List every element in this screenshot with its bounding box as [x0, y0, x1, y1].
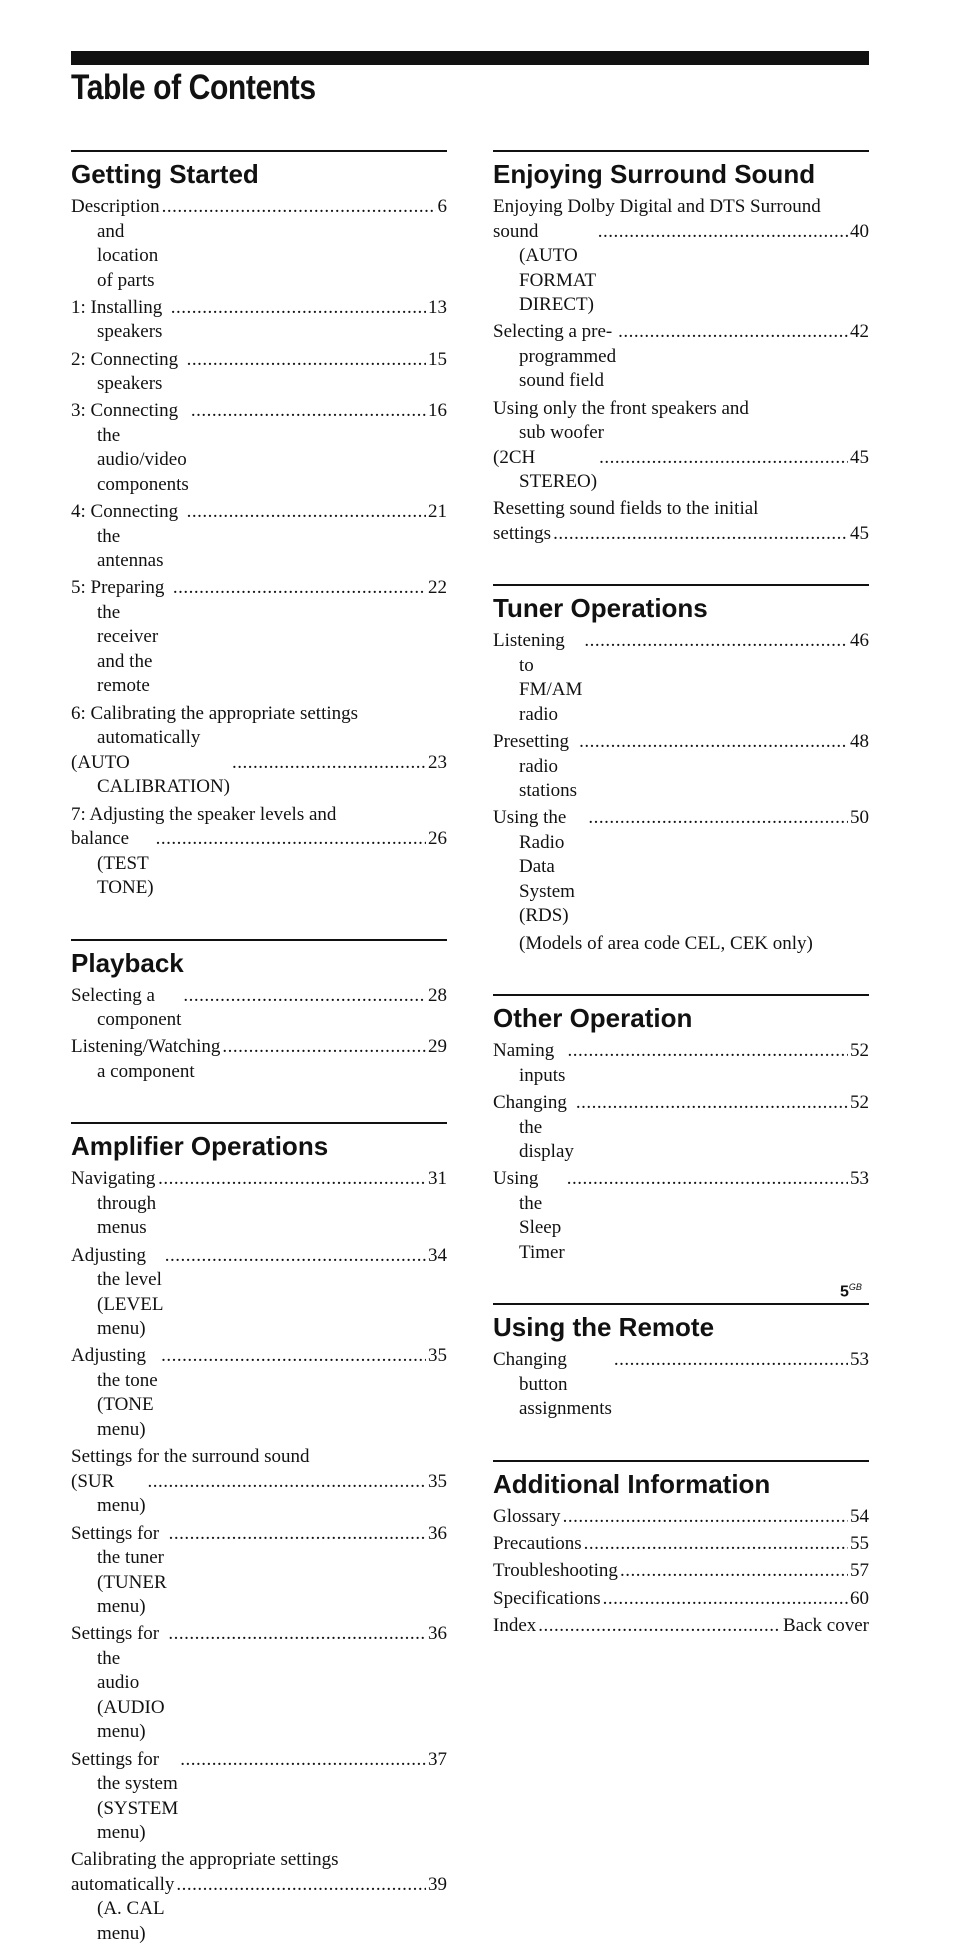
page-number-ref: 53	[850, 1349, 869, 1371]
section-heading: Amplifier Operations	[71, 1131, 329, 1162]
toc-entry[interactable]	[71, 1445, 447, 1519]
entry-line	[493, 320, 869, 394]
toc-entry[interactable]	[71, 1035, 447, 1084]
page-number-ref: 35	[428, 1345, 447, 1367]
entry-line	[71, 751, 447, 800]
toc-entry[interactable]	[71, 296, 447, 345]
toc-entry[interactable]	[71, 1622, 447, 1745]
entry-title: Glossary	[493, 1505, 561, 1527]
page-number-ref: 39	[428, 1873, 447, 1895]
toc-entry[interactable]	[493, 1587, 869, 1612]
entry-title: Changing button assignments	[493, 1349, 612, 1420]
entry-line	[493, 1532, 869, 1557]
page-number-ref: 60	[850, 1587, 869, 1609]
page-number-ref: 34	[428, 1244, 447, 1266]
entry-title: 5: Preparing the receiver and the remote	[71, 577, 165, 697]
dot-leader	[187, 500, 426, 525]
dot-leader	[584, 1532, 848, 1557]
entry-title: Using the Radio Data System (RDS)	[493, 807, 575, 927]
toc-entry[interactable]	[493, 806, 869, 929]
dot-leader	[599, 446, 848, 471]
entry-line	[71, 1244, 447, 1342]
page-number	[840, 1282, 862, 1301]
entry-title: Settings for the tuner (TUNER menu)	[71, 1522, 167, 1618]
page-number-ref: 21	[428, 501, 447, 523]
page-number-ref: 46	[850, 630, 869, 652]
entry-line	[71, 1748, 447, 1846]
entry-text: Using only the front speakers and sub woofer	[493, 397, 749, 444]
entry-line	[71, 576, 447, 699]
entry-line	[493, 446, 869, 495]
entry-title: (2CH STEREO)	[493, 446, 598, 493]
dot-leader	[183, 984, 426, 1009]
dot-leader	[620, 1559, 848, 1584]
section-heading: Additional Information	[493, 1468, 771, 1499]
page-number-ref: 52	[850, 1092, 869, 1114]
entry-line	[71, 827, 447, 901]
page-number-ref: 53	[850, 1168, 869, 1190]
page-number-ref: 45	[850, 522, 869, 544]
entry-title: Listening/Watching a component	[71, 1036, 221, 1082]
section-heading: Tuner Operations	[493, 593, 708, 624]
toc-entry[interactable]	[493, 1532, 869, 1557]
toc-section-amplifier-operations	[71, 1122, 447, 1946]
entry-title: Presetting radio stations	[493, 731, 578, 802]
page-number-ref: Back cover	[783, 1615, 869, 1637]
dot-leader	[553, 522, 848, 547]
entry-line	[71, 984, 447, 1033]
dot-leader	[567, 1167, 848, 1192]
page-number-ref: 36	[428, 1522, 447, 1544]
dot-leader	[162, 195, 436, 220]
toc-section-other-operation	[493, 994, 869, 1265]
toc-entry[interactable]	[71, 1244, 447, 1342]
entry-title: 3: Connecting the audio/video components	[71, 400, 189, 495]
entry-title: 4: Connecting the antennas	[71, 501, 179, 572]
toc-entry[interactable]	[493, 1614, 869, 1639]
page-number-ref: 54	[850, 1505, 869, 1527]
dot-leader	[148, 1470, 426, 1495]
dot-leader	[165, 1244, 426, 1269]
dot-leader	[161, 1344, 426, 1369]
toc-entry[interactable]	[493, 1091, 869, 1165]
toc-entry[interactable]	[71, 576, 447, 699]
entry-title: Selecting a pre-programmed sound field	[493, 321, 617, 392]
entry-title: (SUR menu)	[71, 1470, 146, 1517]
toc-section-getting-started	[71, 150, 447, 901]
section-heading: Other Operation	[493, 1003, 693, 1034]
page-number-ref: 28	[428, 984, 447, 1006]
page-number-ref: 35	[428, 1470, 447, 1492]
toc-entry[interactable]	[71, 803, 447, 901]
page-number-ref: 26	[428, 828, 447, 850]
page-number-ref: 50	[850, 807, 869, 829]
entry-line	[493, 1614, 869, 1639]
entry-line	[71, 1873, 447, 1946]
entry-line	[71, 500, 447, 574]
entry-line	[493, 1348, 869, 1422]
section-heading: Enjoying Surround Sound	[493, 159, 816, 189]
toc-section-tuner-operations	[493, 584, 869, 956]
toc-entry[interactable]	[71, 1344, 447, 1442]
entry-title: (AUTO CALIBRATION)	[71, 751, 230, 798]
toc-entry[interactable]	[493, 1559, 869, 1584]
entry-line	[71, 1344, 447, 1442]
page-number-ref: 6	[437, 196, 447, 217]
toc-entry[interactable]	[71, 500, 447, 574]
entry-title: Index	[493, 1615, 537, 1637]
entry-title: settings	[493, 522, 552, 544]
entry-text: Resetting sound fields to the initial	[493, 498, 759, 520]
entry-line	[493, 1167, 869, 1265]
dot-leader	[173, 576, 426, 601]
page-number-ref: 16	[428, 400, 447, 422]
entry-line	[71, 1622, 447, 1745]
toc-entry[interactable]	[493, 1167, 869, 1265]
dot-leader	[618, 320, 848, 345]
page-number-suffix: GB	[848, 1282, 862, 1292]
entry-note: (Models of area code CEL, CEK only)	[519, 932, 813, 954]
page-number-ref: 57	[850, 1560, 869, 1582]
entry-line	[493, 522, 869, 547]
entry-title: Listening to FM/AM radio	[493, 630, 583, 725]
entry-text: 7: Adjusting the speaker levels and	[71, 803, 337, 825]
entry-title: automatically (A. CAL menu)	[71, 1873, 175, 1944]
dot-leader	[579, 730, 848, 755]
entry-line	[493, 806, 869, 929]
page-number-ref: 55	[850, 1533, 869, 1555]
entry-line	[71, 1522, 447, 1620]
entry-title: sound (AUTO FORMAT DIRECT)	[493, 220, 596, 315]
toc-entry[interactable]	[71, 1848, 447, 1946]
dot-leader	[563, 1505, 848, 1530]
section-heading: Playback	[71, 947, 184, 978]
toc-entry[interactable]	[71, 1748, 447, 1846]
toc-entry[interactable]	[493, 497, 869, 546]
dot-leader	[169, 1522, 426, 1547]
dot-leader	[588, 806, 848, 831]
entry-line	[493, 220, 869, 318]
entry-title: 1: Installing speakers	[71, 296, 163, 343]
entry-line	[493, 629, 869, 727]
toc-entry[interactable]	[71, 1167, 447, 1241]
page-number-ref: 48	[850, 731, 869, 753]
page-number-ref: 23	[428, 751, 447, 773]
entry-line	[493, 1091, 869, 1165]
dot-leader	[614, 1348, 848, 1373]
entry-line	[71, 348, 447, 397]
section-heading: Getting Started	[71, 159, 259, 189]
entry-title: Using the Sleep Timer	[493, 1168, 565, 1263]
section-heading: Using the Remote	[493, 1312, 715, 1343]
entry-line	[71, 399, 447, 497]
dot-leader	[171, 296, 426, 321]
dot-leader	[584, 629, 848, 654]
toc-entry[interactable]	[71, 399, 447, 497]
page-number-ref: 52	[850, 1040, 869, 1062]
entry-title: Naming inputs	[493, 1040, 566, 1086]
entry-line	[71, 1167, 447, 1241]
entry-line	[493, 1505, 869, 1530]
dot-leader	[180, 1748, 426, 1773]
toc-entry[interactable]	[71, 348, 447, 397]
toc-entry[interactable]	[493, 730, 869, 804]
page-number-value: 5	[840, 1283, 849, 1301]
toc-column-left	[71, 150, 447, 1946]
entry-title: Adjusting the level (LEVEL menu)	[71, 1244, 163, 1340]
entry-title: Adjusting the tone (TONE menu)	[71, 1345, 158, 1440]
entry-text: 6: Calibrating the appropriate settings automatically	[71, 702, 359, 749]
dot-leader	[576, 1091, 848, 1116]
dot-leader	[156, 827, 426, 852]
page-number-ref: 31	[428, 1168, 447, 1190]
dot-leader	[567, 1039, 848, 1064]
title-rule	[71, 51, 869, 65]
entry-title: Specifications	[493, 1587, 601, 1609]
toc-entry[interactable]	[493, 1505, 869, 1530]
dot-leader	[538, 1614, 781, 1639]
page-number-ref: 42	[850, 321, 869, 343]
toc-column-right	[493, 150, 869, 1639]
page-number-ref: 13	[428, 296, 447, 318]
page-number-ref: 45	[850, 446, 869, 468]
entry-text: Calibrating the appropriate settings	[71, 1849, 339, 1871]
page-number-ref: 15	[428, 348, 447, 370]
entry-title: Changing the display	[493, 1092, 574, 1163]
entry-line	[493, 730, 869, 804]
toc-entry[interactable]	[493, 320, 869, 394]
entry-title: Precautions	[493, 1533, 582, 1555]
entry-title: Selecting a component	[71, 984, 182, 1031]
toc-entry[interactable]	[493, 397, 869, 495]
toc-entry[interactable]	[493, 1039, 869, 1088]
page-number-ref: 37	[428, 1748, 447, 1770]
entry-title: Settings for the system (SYSTEM menu)	[71, 1748, 179, 1844]
toc-entry[interactable]	[493, 1348, 869, 1422]
entry-line	[493, 1039, 869, 1088]
dot-leader	[191, 399, 426, 424]
toc-entry[interactable]	[71, 984, 447, 1033]
dot-leader	[158, 1167, 426, 1192]
entry-title: Navigating through menus	[71, 1168, 157, 1239]
dot-leader	[232, 751, 426, 776]
dot-leader	[222, 1035, 426, 1060]
page-title: Table of Contents	[71, 68, 316, 107]
entry-title: Description and location of parts	[71, 196, 160, 291]
page-number-ref: 22	[428, 577, 447, 599]
entry-line	[493, 1559, 869, 1584]
entry-title: Troubleshooting	[493, 1560, 618, 1582]
dot-leader	[168, 1622, 426, 1647]
toc-entry[interactable]	[71, 1522, 447, 1620]
toc-section-enjoying-surround-sound	[493, 150, 869, 546]
dot-leader	[187, 348, 426, 373]
entry-line	[493, 1587, 869, 1612]
entry-text: Enjoying Dolby Digital and DTS Surround	[493, 196, 821, 217]
entry-text: Settings for the surround sound	[71, 1446, 310, 1468]
toc-entry[interactable]	[493, 629, 869, 727]
dot-leader	[603, 1587, 848, 1612]
entry-title: balance (TEST TONE)	[71, 828, 154, 899]
page-number-ref: 40	[850, 220, 869, 242]
toc-entry[interactable]	[493, 195, 869, 318]
page-number-ref: 36	[428, 1623, 447, 1645]
toc-entry[interactable]	[71, 702, 447, 800]
toc-section-using-the-remote	[493, 1303, 869, 1422]
toc-entry[interactable]	[71, 195, 447, 293]
page-number-ref: 29	[428, 1036, 447, 1058]
toc-section-playback	[71, 939, 447, 1085]
entry-line	[71, 195, 447, 293]
toc-section-additional-information	[493, 1460, 869, 1639]
dot-leader	[598, 220, 848, 245]
entry-line	[71, 296, 447, 345]
dot-leader	[176, 1873, 426, 1898]
entry-line	[71, 1035, 447, 1084]
entry-title: 2: Connecting speakers	[71, 348, 179, 395]
entry-title: Settings for the audio (AUDIO menu)	[71, 1623, 165, 1743]
entry-line	[71, 1470, 447, 1519]
